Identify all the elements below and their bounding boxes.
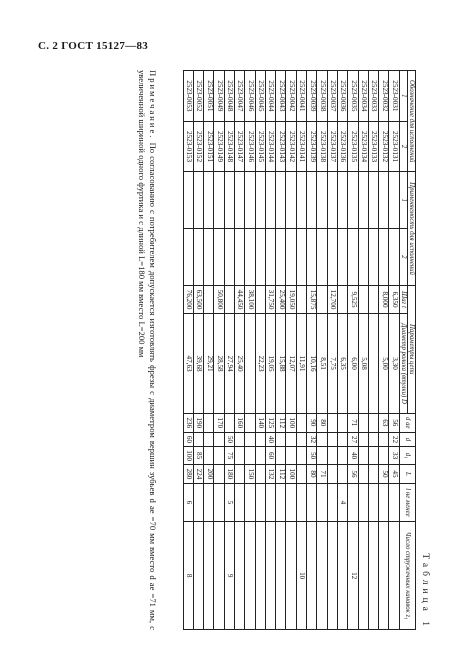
table-row xyxy=(245,71,255,630)
cell-a2 xyxy=(193,229,203,286)
cell-t xyxy=(296,285,306,314)
cell-d1 xyxy=(379,447,389,465)
cell-l xyxy=(358,483,368,522)
cell-dae: 100 xyxy=(286,413,296,432)
col-d: d xyxy=(399,432,415,446)
cell-c2: 2523-0133 xyxy=(368,121,378,172)
cell-t: 44,450 xyxy=(235,285,245,314)
col-app-2: 2 xyxy=(399,229,407,286)
table-row xyxy=(255,71,265,630)
cell-c1: 2523-0053 xyxy=(183,71,193,122)
cell-l xyxy=(193,483,203,522)
cell-dae: 190 xyxy=(193,413,203,432)
cell-D: 3,30 xyxy=(389,314,399,413)
cell-c1: 2523-0052 xyxy=(193,71,203,122)
table-row xyxy=(296,71,306,630)
cell-a2 xyxy=(265,229,275,286)
cell-a2 xyxy=(276,229,286,286)
cell-d xyxy=(358,432,368,446)
cell-c1: 2523-0043 xyxy=(276,71,286,122)
cell-a1 xyxy=(214,172,224,229)
cell-D: 5,08 xyxy=(358,314,368,413)
cell-D: 8,51 xyxy=(317,314,327,413)
cell-L xyxy=(255,465,265,483)
cell-D: 6,35 xyxy=(337,314,347,413)
cell-l: 5 xyxy=(224,483,234,522)
cell-d xyxy=(214,432,224,446)
cell-a1 xyxy=(224,172,234,229)
cell-t: 76,200 xyxy=(183,285,193,314)
table-row xyxy=(235,71,245,630)
cell-D: 19,05 xyxy=(265,314,275,413)
table-caption: Таблица 1 xyxy=(420,553,430,630)
cell-l: 6 xyxy=(183,483,193,522)
cell-c2: 2523-0149 xyxy=(214,121,224,172)
table-row xyxy=(276,71,286,630)
cell-L xyxy=(368,465,378,483)
cell-D: 22,23 xyxy=(255,314,265,413)
cell-a1 xyxy=(245,172,255,229)
cell-c1: 2523-0048 xyxy=(224,71,234,122)
cell-z xyxy=(389,522,399,630)
cell-d: 40 xyxy=(265,432,275,446)
cell-c1: 2523-0034 xyxy=(358,71,368,122)
cell-c1: 2523-0035 xyxy=(348,71,358,122)
cell-a1 xyxy=(183,172,193,229)
cell-dae: 56 xyxy=(389,413,399,432)
cell-c1: 2523-0031 xyxy=(389,71,399,122)
cell-d xyxy=(379,432,389,446)
cell-d1 xyxy=(368,447,378,465)
cell-a1 xyxy=(337,172,347,229)
cell-a1 xyxy=(286,172,296,229)
cell-dae: 80 xyxy=(317,413,327,432)
cell-z xyxy=(327,522,337,630)
cell-dae xyxy=(296,413,306,432)
cell-c2: 2523-0136 xyxy=(337,121,347,172)
cell-a2 xyxy=(245,229,255,286)
cell-d xyxy=(204,432,214,446)
cell-c2: 2523-0132 xyxy=(379,121,389,172)
cell-D: 25,40 xyxy=(235,314,245,413)
cell-c1: 2523-0047 xyxy=(235,71,245,122)
col-roller: Диаметр ролика (втулки) D xyxy=(399,314,407,413)
cell-z xyxy=(265,522,275,630)
cell-l xyxy=(327,483,337,522)
cell-L: 56 xyxy=(348,465,358,483)
cell-a2 xyxy=(379,229,389,286)
table-row xyxy=(368,71,378,630)
cell-dae: 125 xyxy=(265,413,275,432)
cell-dae: 112 xyxy=(276,413,286,432)
cell-c2: 2523-0145 xyxy=(255,121,265,172)
cell-dae: 236 xyxy=(183,413,193,432)
cell-d xyxy=(317,432,327,446)
table-row xyxy=(358,71,368,630)
cell-c1: 2523-0041 xyxy=(296,71,306,122)
cell-t: 31,750 xyxy=(265,285,275,314)
cell-dae xyxy=(337,413,347,432)
cell-D: 6,00 xyxy=(348,314,358,413)
cell-t xyxy=(255,285,265,314)
cell-a2 xyxy=(224,229,234,286)
cell-z: 9 xyxy=(224,522,234,630)
table-row xyxy=(265,71,275,630)
cell-L: 45 xyxy=(389,465,399,483)
cell-l xyxy=(379,483,389,522)
data-table xyxy=(183,70,416,630)
note-lead: Примечание. xyxy=(148,70,158,140)
cell-a1 xyxy=(255,172,265,229)
cell-z xyxy=(337,522,347,630)
cell-d1: 40 xyxy=(348,447,358,465)
cell-d xyxy=(286,432,296,446)
cell-D: 7,75 xyxy=(327,314,337,413)
cell-l xyxy=(235,483,245,522)
cell-L: 280 xyxy=(183,465,193,483)
cell-c1: 2523-0037 xyxy=(327,71,337,122)
cell-D: 11,91 xyxy=(296,314,306,413)
cell-z xyxy=(204,522,214,630)
cell-z xyxy=(317,522,327,630)
cell-t xyxy=(358,285,368,314)
cell-l xyxy=(389,483,399,522)
cell-c1: 2523-0032 xyxy=(379,71,389,122)
cell-d xyxy=(235,432,245,446)
cell-t: 19,050 xyxy=(286,285,296,314)
col-chain: Параметры цепи xyxy=(407,285,415,413)
col-dae: d ае xyxy=(399,413,415,432)
table-row xyxy=(317,71,327,630)
cell-d1 xyxy=(286,447,296,465)
cell-c2: 2523-0151 xyxy=(204,121,214,172)
cell-D: 39,68 xyxy=(193,314,203,413)
table-note xyxy=(136,70,158,630)
cell-l xyxy=(348,483,358,522)
cell-z: 10 xyxy=(296,522,306,630)
cell-c1: 2523-0044 xyxy=(265,71,275,122)
cell-a2 xyxy=(307,229,317,286)
cell-a1 xyxy=(265,172,275,229)
col-l: l не менее xyxy=(399,483,415,522)
cell-t: 8,000 xyxy=(379,285,389,314)
cell-a1 xyxy=(379,172,389,229)
cell-c2: 2523-0131 xyxy=(389,121,399,172)
cell-z xyxy=(214,522,224,630)
cell-d: 27 xyxy=(348,432,358,446)
cell-a2 xyxy=(348,229,358,286)
note-text: По согласованию с потребителем допускается изготовлять фрезы с диаметром вершин зубьев d ае =70 мм вместо d ае =71 мм, с увеличенной шириной одного фуртика и с длиной L=180 мм вместо L=200 мм xyxy=(136,70,158,630)
cell-t: 38,100 xyxy=(245,285,255,314)
cell-c1: 2523-0049 xyxy=(214,71,224,122)
col-designation: Обозначение для исполнений xyxy=(407,71,415,172)
cell-d xyxy=(276,432,286,446)
col-pitch: Шаг t xyxy=(399,285,407,314)
table-row xyxy=(389,71,399,630)
cell-d: 22 xyxy=(389,432,399,446)
col-L: L xyxy=(399,465,415,483)
cell-d1 xyxy=(235,447,245,465)
cell-D: 47,63 xyxy=(183,314,193,413)
cell-c1: 2523-0051 xyxy=(204,71,214,122)
cell-d xyxy=(327,432,337,446)
cell-dae xyxy=(327,413,337,432)
cell-z xyxy=(358,522,368,630)
cell-c1: 2523-0046 xyxy=(245,71,255,122)
cell-c2: 2523-0141 xyxy=(296,121,306,172)
cell-L: 112 xyxy=(276,465,286,483)
cell-l xyxy=(214,483,224,522)
cell-dae: 170 xyxy=(214,413,224,432)
cell-dae xyxy=(204,413,214,432)
cell-d1 xyxy=(245,447,255,465)
cell-a1 xyxy=(235,172,245,229)
cell-z xyxy=(379,522,389,630)
cell-t: 63,500 xyxy=(193,285,203,314)
cell-L xyxy=(337,465,347,483)
cell-d1 xyxy=(214,447,224,465)
cell-L: 180 xyxy=(224,465,234,483)
cell-a2 xyxy=(286,229,296,286)
cell-c2: 2523-0147 xyxy=(235,121,245,172)
table-row xyxy=(204,71,214,630)
cell-D xyxy=(245,314,255,413)
cell-a1 xyxy=(327,172,337,229)
cell-d1 xyxy=(317,447,327,465)
cell-t xyxy=(204,285,214,314)
cell-c2: 2523-0153 xyxy=(183,121,193,172)
cell-dae: 160 xyxy=(235,413,245,432)
cell-a2 xyxy=(327,229,337,286)
rotated-table-page xyxy=(120,70,430,630)
cell-dae xyxy=(358,413,368,432)
cell-z xyxy=(255,522,265,630)
col-des-1: 1 xyxy=(399,71,407,122)
cell-d1 xyxy=(327,447,337,465)
cell-t: 25,400 xyxy=(276,285,286,314)
cell-d1 xyxy=(358,447,368,465)
cell-c2: 2523-0135 xyxy=(348,121,358,172)
cell-a2 xyxy=(368,229,378,286)
cell-l xyxy=(245,483,255,522)
cell-L: 224 xyxy=(193,465,203,483)
cell-d xyxy=(245,432,255,446)
cell-c2: 2523-0152 xyxy=(193,121,203,172)
cell-d xyxy=(255,432,265,446)
cell-d1: 75 xyxy=(224,447,234,465)
page-header: С. 2 ГОСТ 15127—83 xyxy=(38,40,149,52)
cell-t: 15,875 xyxy=(307,285,317,314)
cell-d1 xyxy=(204,447,214,465)
cell-a1 xyxy=(307,172,317,229)
cell-d xyxy=(296,432,306,446)
cell-a1 xyxy=(276,172,286,229)
cell-l xyxy=(368,483,378,522)
cell-z: 12 xyxy=(348,522,358,630)
cell-a1 xyxy=(389,172,399,229)
cell-c2: 2523-0148 xyxy=(224,121,234,172)
cell-D xyxy=(368,314,378,413)
cell-dae: 63 xyxy=(379,413,389,432)
table-row xyxy=(214,71,224,630)
cell-z xyxy=(235,522,245,630)
cell-t: 9,525 xyxy=(348,285,358,314)
cell-c1: 2523-0033 xyxy=(368,71,378,122)
cell-D: 5,00 xyxy=(379,314,389,413)
cell-L: 200 xyxy=(204,465,214,483)
cell-c2: 2523-0146 xyxy=(245,121,255,172)
cell-D: 28,58 xyxy=(214,314,224,413)
cell-a1 xyxy=(193,172,203,229)
cell-l xyxy=(296,483,306,522)
table-row xyxy=(337,71,347,630)
col-app-1: 1 xyxy=(399,172,407,229)
cell-z xyxy=(245,522,255,630)
cell-d1: 50 xyxy=(307,447,317,465)
cell-a2 xyxy=(358,229,368,286)
cell-c1: 2523-0042 xyxy=(286,71,296,122)
cell-c1: 2523-0039 xyxy=(307,71,317,122)
cell-L xyxy=(327,465,337,483)
cell-l xyxy=(265,483,275,522)
cell-z xyxy=(368,522,378,630)
cell-a2 xyxy=(214,229,224,286)
cell-D: 15,88 xyxy=(276,314,286,413)
cell-d1: 33 xyxy=(389,447,399,465)
cell-D: 29,21 xyxy=(204,314,214,413)
cell-z xyxy=(193,522,203,630)
cell-a2 xyxy=(337,229,347,286)
cell-dae: 71 xyxy=(348,413,358,432)
col-applicability: Применяемость для исполнений xyxy=(407,172,415,285)
table-row xyxy=(379,71,389,630)
cell-d1: 85 xyxy=(193,447,203,465)
cell-d1 xyxy=(296,447,306,465)
cell-L xyxy=(358,465,368,483)
cell-a2 xyxy=(235,229,245,286)
cell-L: 50 xyxy=(379,465,389,483)
cell-a1 xyxy=(317,172,327,229)
cell-D: 12,07 xyxy=(286,314,296,413)
cell-a1 xyxy=(204,172,214,229)
cell-d: 60 xyxy=(183,432,193,446)
cell-dae xyxy=(224,413,234,432)
cell-c2: 2523-0138 xyxy=(317,121,327,172)
cell-l xyxy=(204,483,214,522)
cell-d: 50 xyxy=(224,432,234,446)
table-row xyxy=(286,71,296,630)
cell-z xyxy=(286,522,296,630)
cell-d1: 100 xyxy=(183,447,193,465)
cell-L: 132 xyxy=(265,465,275,483)
table-row xyxy=(224,71,234,630)
cell-t: 6,350 xyxy=(389,285,399,314)
cell-d1 xyxy=(255,447,265,465)
table-row xyxy=(183,71,193,630)
col-d1: d₁ xyxy=(399,447,415,465)
cell-c1: 2523-0038 xyxy=(317,71,327,122)
cell-z xyxy=(307,522,317,630)
cell-l xyxy=(255,483,265,522)
cell-c1: 2523-0036 xyxy=(337,71,347,122)
cell-L: 150 xyxy=(245,465,255,483)
cell-dae: 90 xyxy=(307,413,317,432)
cell-a2 xyxy=(183,229,193,286)
cell-d xyxy=(337,432,347,446)
table-row xyxy=(307,71,317,630)
cell-l xyxy=(276,483,286,522)
cell-dae: 140 xyxy=(255,413,265,432)
cell-dae xyxy=(245,413,255,432)
cell-dae xyxy=(368,413,378,432)
cell-t xyxy=(317,285,327,314)
cell-a1 xyxy=(358,172,368,229)
cell-c2: 2523-0134 xyxy=(358,121,368,172)
cell-z xyxy=(276,522,286,630)
cell-c2: 2523-0144 xyxy=(265,121,275,172)
cell-D: 27,94 xyxy=(224,314,234,413)
cell-d1 xyxy=(337,447,347,465)
cell-D: 10,16 xyxy=(307,314,317,413)
cell-c2: 2523-0142 xyxy=(286,121,296,172)
cell-z: 8 xyxy=(183,522,193,630)
cell-l xyxy=(286,483,296,522)
cell-d xyxy=(193,432,203,446)
cell-t xyxy=(224,285,234,314)
cell-d1 xyxy=(276,447,286,465)
cell-d: 32 xyxy=(307,432,317,446)
cell-a1 xyxy=(296,172,306,229)
cell-a2 xyxy=(296,229,306,286)
table-row xyxy=(327,71,337,630)
cell-a2 xyxy=(317,229,327,286)
cell-c1: 2523-0045 xyxy=(255,71,265,122)
cell-L xyxy=(296,465,306,483)
cell-c2: 2523-0139 xyxy=(307,121,317,172)
cell-c2: 2523-0143 xyxy=(276,121,286,172)
col-des-2: 2 xyxy=(399,121,407,172)
cell-t xyxy=(368,285,378,314)
cell-t: 50,800 xyxy=(214,285,224,314)
cell-l: 4 xyxy=(337,483,347,522)
cell-t xyxy=(337,285,347,314)
cell-l xyxy=(317,483,327,522)
cell-d1: 60 xyxy=(265,447,275,465)
table-row xyxy=(193,71,203,630)
cell-L xyxy=(214,465,224,483)
cell-a1 xyxy=(368,172,378,229)
cell-d xyxy=(368,432,378,446)
col-teeth: Число стружечных канавок z₁ xyxy=(399,522,415,630)
cell-a2 xyxy=(389,229,399,286)
cell-a2 xyxy=(204,229,214,286)
cell-t: 12,700 xyxy=(327,285,337,314)
cell-l xyxy=(307,483,317,522)
table-row xyxy=(348,71,358,630)
cell-L xyxy=(235,465,245,483)
cell-L: 80 xyxy=(307,465,317,483)
cell-L: 100 xyxy=(286,465,296,483)
cell-c2: 2523-0137 xyxy=(327,121,337,172)
cell-a1 xyxy=(348,172,358,229)
cell-a2 xyxy=(255,229,265,286)
cell-L: 71 xyxy=(317,465,327,483)
